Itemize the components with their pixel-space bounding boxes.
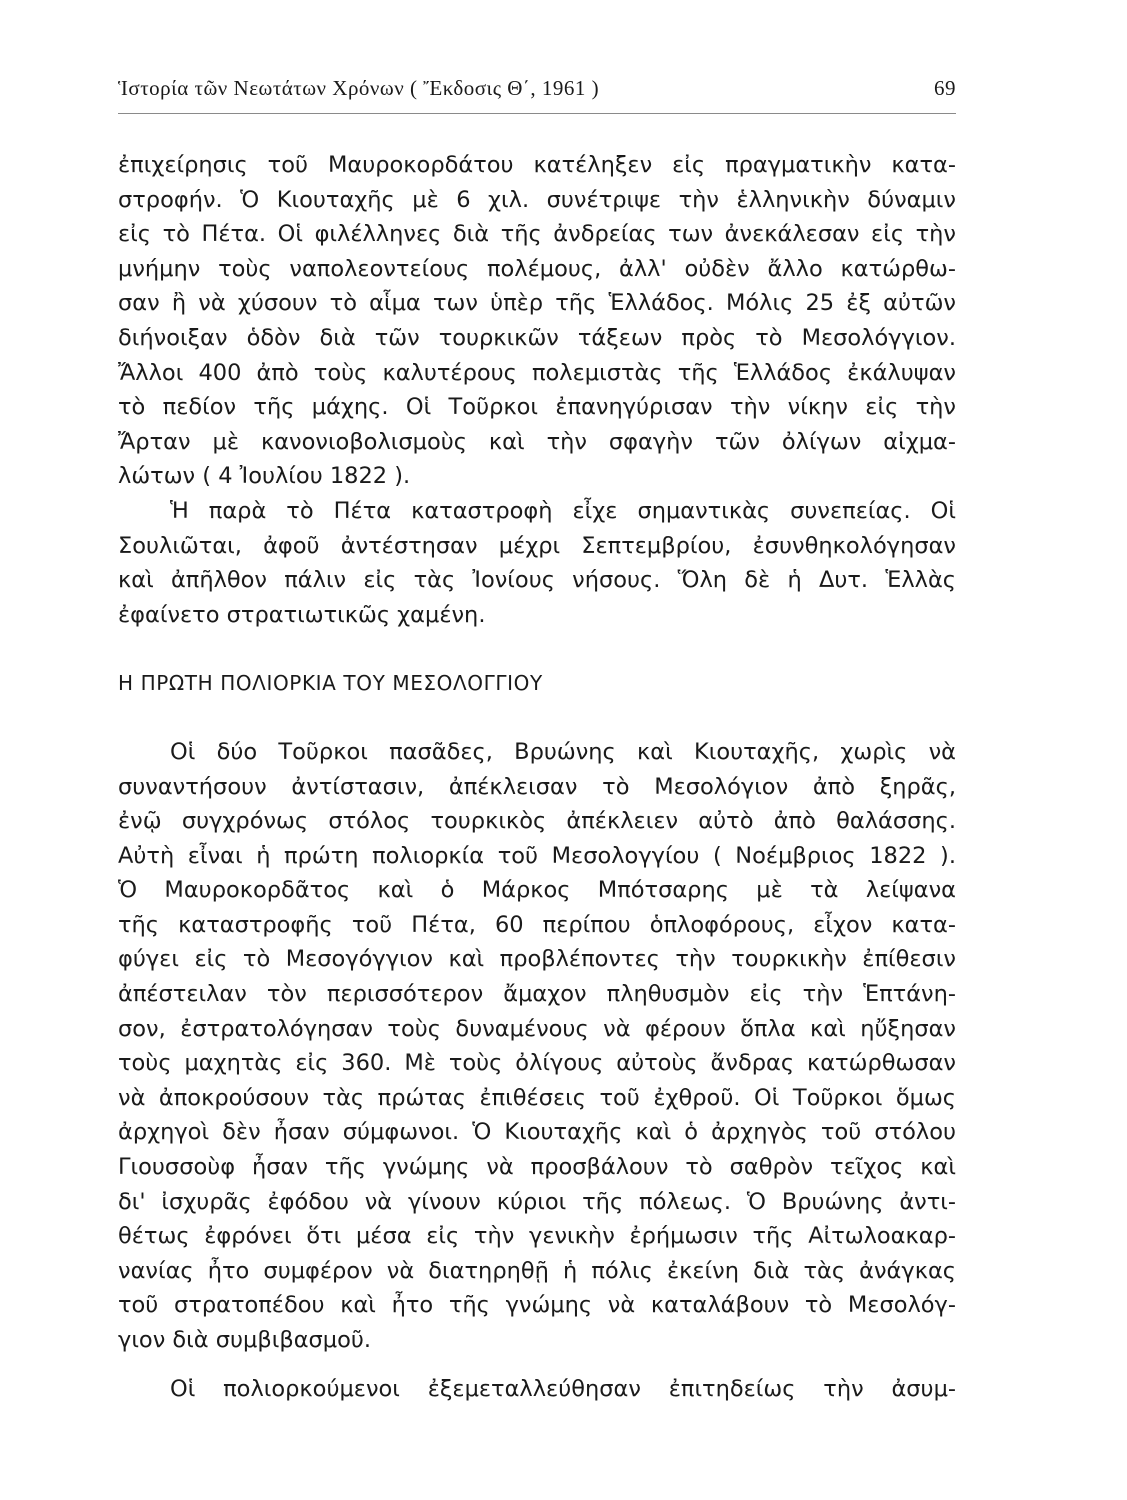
text-line: διήνοιξαν ὁδὸν διὰ τῶν τουρκικῶν τάξεων πρὸς τὸ Μεσολόγγιον. (118, 324, 956, 351)
text-line: νανίας ἦτο συμφέρον νὰ διατηρηθῇ ἡ πόλις ἐκείνη διὰ τὰς ἀνάγκας (118, 1257, 956, 1284)
text-line: λώτων ( 4 Ἰουλίου 1822 ). (118, 463, 411, 490)
text-line: Ἡ παρὰ τὸ Πέτα καταστροφὴ εἶχε σημαντικὰς συνεπείας. Οἱ (170, 497, 956, 524)
text-line: Ἄρταν μὲ κανονιοβολισμοὺς καὶ τὴν σφαγὴν τῶν ὀλίγων αἰχμα- (118, 428, 956, 455)
paragraph-4 (118, 1372, 956, 1407)
paragraph-2 (118, 494, 956, 632)
page-number: 69 (934, 76, 956, 100)
text-line: τὸ πεδίον τῆς μάχης. Οἱ Τοῦρκοι ἐπανηγύρισαν τὴν νίκην εἰς τὴν (118, 394, 956, 421)
text-line: ἐπιχείρησις τοῦ Μαυροκορδάτου κατέληξεν εἰς πραγματικὴν κατα- (118, 152, 956, 178)
paragraph-3 (118, 735, 956, 1358)
section-heading: Η ΠΡΩΤΗ ΠΟΛΙΟΡΚΙΑ ΤΟΥ ΜΕΣΟΛΟΓΓΙΟΥ (118, 671, 543, 696)
text-line: Ἄλλοι 400 ἀπὸ τοὺς καλυτέρους πολεμιστὰς τῆς Ἑλλάδος ἐκάλυψαν (118, 359, 956, 386)
text-line: σαν ἢ νὰ χύσουν τὸ αἷμα των ὑπὲρ τῆς Ἑλλάδος. Μόλις 25 ἐξ αὐτῶν (118, 290, 956, 317)
book-page (118, 0, 956, 1500)
text-line: Γιουσσοὺφ ἦσαν τῆς γνώμης νὰ προσβάλουν τὸ σαθρὸν τεῖχος καὶ (118, 1154, 956, 1181)
text-line: Αὐτὴ εἶναι ἡ πρώτη πολιορκία τοῦ Μεσολογγίου ( Νοέμβριος 1822 ). (118, 842, 956, 869)
text-line: τοῦ στρατοπέδου καὶ ἦτο τῆς γνώμης νὰ καταλάβουν τὸ Μεσολόγ- (118, 1292, 956, 1319)
text-line: ἐνῷ συγχρόνως στόλος τουρκικὸς ἀπέκλειεν αὐτὸ ἀπὸ θαλάσσης. (118, 808, 956, 835)
text-line: στροφήν. Ὁ Κιουταχῆς μὲ 6 χιλ. συνέτριψε τὴν ἑλληνικὴν δύναμιν (118, 186, 956, 213)
body-text (118, 148, 956, 1406)
text-line: σον, ἐστρατολόγησαν τοὺς δυναμένους νὰ φέρουν ὅπλα καὶ ηὔξησαν (118, 1015, 956, 1042)
text-line: Σουλιῶται, ἀφοῦ ἀντέστησαν μέχρι Σεπτεμβρίου, ἐσυνθηκολόγησαν (118, 532, 956, 559)
text-line: γιον διὰ συμβιβασμοῦ. (118, 1327, 372, 1353)
paragraph-1 (118, 148, 956, 494)
text-line: θέτως ἐφρόνει ὅτι μέσα εἰς τὴν γενικὴν ἐρήμωσιν τῆς Αἰτωλοακαρ- (118, 1223, 956, 1250)
text-line: μνήμην τοὺς ναπολεοντείους πολέμους, ἀλλ' οὐδὲν ἄλλο κατώρθω- (118, 255, 956, 282)
book-title: Ἱστορία τῶν Νεωτάτων Χρόνων ( Ἔκδοσις Θ΄, 1961 ) (118, 76, 600, 100)
text-line: Οἱ πολιορκούμενοι ἐξεμεταλλεύθησαν ἐπιτηδείως τὴν ἀσυμ- (170, 1375, 956, 1402)
text-line: Οἱ δύο Τοῦρκοι πασᾶδες, Βρυώνης καὶ Κιουταχῆς, χωρὶς νὰ (170, 738, 956, 765)
text-line: τῆς καταστροφῆς τοῦ Πέτα, 60 περίπου ὁπλοφόρους, εἶχον κατα- (118, 911, 956, 938)
text-line: φύγει εἰς τὸ Μεσογόγγιον καὶ προβλέποντες τὴν τουρκικὴν ἐπίθεσιν (118, 946, 956, 973)
running-header (118, 76, 956, 106)
text-line: καὶ ἀπῆλθον πάλιν εἰς τὰς Ἰονίους νήσους. Ὅλη δὲ ἡ Δυτ. Ἑλλὰς (118, 567, 956, 594)
text-line: ἐφαίνετο στρατιωτικῶς χαμένη. (118, 601, 486, 628)
text-line: δι' ἰσχυρᾶς ἐφόδου νὰ γίνουν κύριοι τῆς πόλεως. Ὁ Βρυώνης ἀντι- (118, 1188, 956, 1215)
header-rule (118, 113, 956, 114)
text-line: ἀπέστειλαν τὸν περισσότερον ἄμαχον πληθυσμὸν εἰς τὴν Ἑπτάνη- (118, 981, 956, 1008)
text-line: εἰς τὸ Πέτα. Οἱ φιλέλληνες διὰ τῆς ἀνδρείας των ἀνεκάλεσαν εἰς τὴν (118, 221, 956, 248)
text-line: νὰ ἀποκρούσουν τὰς πρώτας ἐπιθέσεις τοῦ ἐχθροῦ. Οἱ Τοῦρκοι ὅμως (118, 1084, 956, 1111)
text-line: ἀρχηγοὶ δὲν ἦσαν σύμφωνοι. Ὁ Κιουταχῆς καὶ ὁ ἀρχηγὸς τοῦ στόλου (118, 1119, 956, 1146)
text-line: Ὁ Μαυροκορδᾶτος καὶ ὁ Μάρκος Μπότσαρης μὲ τὰ λείψανα (118, 877, 956, 904)
text-line: συναντήσουν ἀντίστασιν, ἀπέκλεισαν τὸ Μεσολόγιον ἀπὸ ξηρᾶς, (118, 773, 956, 800)
text-line: τοὺς μαχητὰς εἰς 360. Μὲ τοὺς ὀλίγους αὐτοὺς ἄνδρας κατώρθωσαν (118, 1050, 956, 1077)
